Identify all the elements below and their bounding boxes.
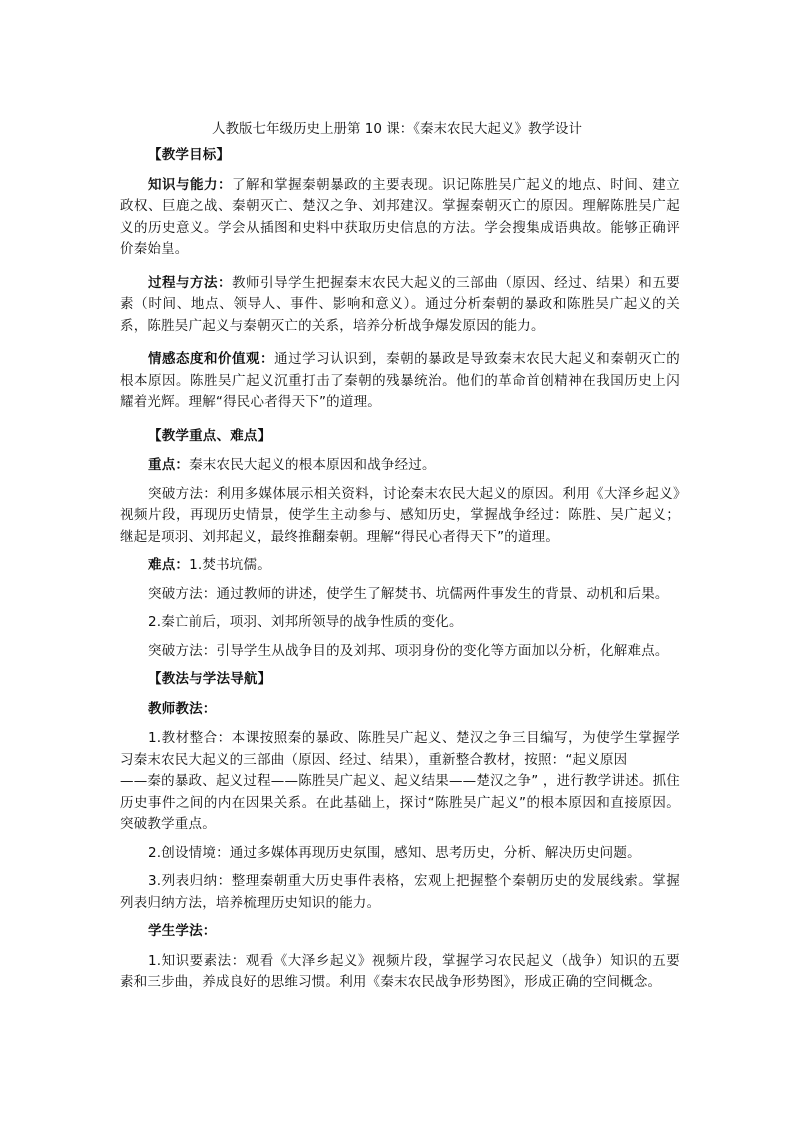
subheading-student-methods: 学生学法： (148, 923, 217, 939)
paragraph-teacher-method-3: 3.列表归纳：整理秦朝重大历史事件表格，宏观上把握整个秦朝历史的发展线索。掌握列表归纳方法，培养梳理历史知识的能力。 (120, 873, 680, 911)
document-title: 人教版七年级历史上册第 10 课：《秦末农民大起义》教学设计 (211, 121, 582, 137)
paragraph-knowledge-ability (120, 175, 680, 261)
text-process-method: 教师引导学生把握秦末农民大起义的三部曲（原因、经过、结果）和五要素（时间、地点、领导人、事件、影响和意义）。通过分析秦朝的暴政和陈胜吴广起义的关系，陈胜吴广起义与秦朝灭亡的关系，培养分析战争爆发原因的能力。 (120, 274, 680, 334)
paragraph-student-method-1: 1.知识要素法：观看《大泽乡起义》视频片段，掌握学习农民起义（战争）知识的五要素和三步曲，养成良好的思维习惯。利用《秦末农民战争形势图》，形成正确的空间概念。 (120, 952, 680, 990)
subheading-teacher-methods: 教师教法： (148, 700, 217, 717)
paragraph-difficulty-2-method: 突破方法：引导学生从战争目的及刘邦、项羽身份的变化等方面加以分析，化解难点。 (148, 642, 669, 659)
paragraph-difficulty-2: 2.秦亡前后，项羽、刘邦所领导的战争性质的变化。 (148, 614, 463, 630)
text-focus: 秦末农民大起义的根本原因和战争经过。 (189, 457, 436, 473)
paragraph-difficulty-1-method: 突破方法：通过教师的讲述，使学生了解焚书、坑儒两件事发生的背景、动机和后果。 (148, 585, 669, 602)
paragraph-difficulty (120, 555, 680, 577)
paragraph-focus-method: 突破方法：利用多媒体展示相关资料，讨论秦末农民大起义的原因。利用《大泽乡起义》视频片段，再现历史情景，使学生主动参与、感知历史，掌握战争经过：陈胜、吴广起义；继起是项羽、刘邦起义，最终推翻秦朝。理解“得民心者得天下”的道理。 (120, 485, 680, 545)
section-heading-key-points: 【教学重点、难点】 (148, 427, 272, 444)
section-heading-teaching-goals: 【教学目标】 (148, 147, 231, 163)
paragraph-process-method (120, 273, 680, 338)
paragraph-teacher-method-1 (120, 728, 680, 836)
label-difficulty: 难点： (148, 557, 190, 573)
text-difficulty-1: 1.焚书坑儒。 (189, 557, 271, 573)
paragraph-teacher-method-2: 2.创设情境：通过多媒体再现历史氛围，感知、思考历史，分析、解决历史问题。 (148, 844, 641, 861)
document-body (120, 142, 680, 1001)
paragraph-attitude-values (120, 349, 680, 414)
section-heading-methods: 【教法与学法导航】 (148, 671, 272, 687)
text-attitude-values: 通过学习认识到，秦朝的暴政是导致秦末农民大起义和秦朝灭亡的根本原因。陈胜吴广起义沉重打击了秦朝的残暴统治。他们的革命首创精神在我国历史上闪耀着光辉。理解“得民心者得天下”的道理。 (120, 351, 680, 410)
text-knowledge-ability: 了解和掌握秦朝暴政的主要表现。识记陈胜吴广起义的地点、时间、建立政权、巨鹿之战、秦朝灭亡、楚汉之争、刘邦建汉。掌握秦朝灭亡的原因。理解陈胜吴广起义的历史意义。学会从插图和史料中获取历史信息的方法。学会搜集成语典故。能够正确评价秦始皇。 (120, 176, 680, 257)
label-process-method: 过程与方法： (148, 274, 233, 291)
label-attitude-values: 情感态度和价值观： (148, 351, 275, 367)
paragraph-focus (120, 455, 680, 477)
label-knowledge-ability: 知识与能力： (148, 176, 233, 193)
text-teacher-method-1-part1: 1.教材整合：本课按照秦的暴政、陈胜吴广起义、楚汉之争三目编写，为使学生掌握学习秦末农民大起义的三部曲（原因、经过、结果），重新整合教材，按照：“起义原因 (120, 730, 680, 768)
text-teacher-method-1-part2: ——秦的暴政、起义过程——陈胜吴广起义、起义结果——楚汉之争” ，进行教学讲述。抓住历史事件之间的内在因果关系。在此基础上，探讨“陈胜吴广起义”的根本原因和直接原因。突破教学重点。 (120, 773, 680, 832)
label-focus: 重点： (148, 457, 190, 473)
